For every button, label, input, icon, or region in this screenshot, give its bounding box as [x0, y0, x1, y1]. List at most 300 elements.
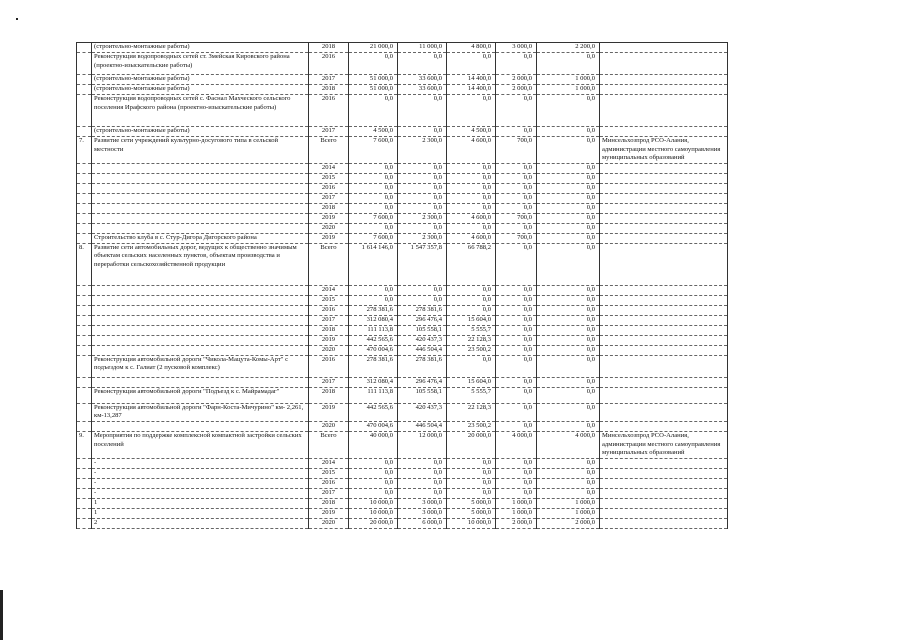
executor-cell — [600, 43, 728, 53]
republic-cell: 0,0 — [447, 295, 496, 305]
republic-cell: 0,0 — [447, 285, 496, 295]
item-number — [77, 163, 92, 173]
item-number — [77, 53, 92, 75]
federal-cell: 11 000,0 — [398, 43, 447, 53]
table-row — [77, 213, 728, 223]
executor-cell — [600, 518, 728, 528]
table-row — [77, 325, 728, 335]
other-cell: 1 000,0 — [537, 498, 600, 508]
year-cell: Всего — [309, 431, 349, 458]
item-name — [92, 345, 309, 355]
total-cell: 0,0 — [349, 95, 398, 127]
republic-cell: 0,0 — [447, 163, 496, 173]
republic-cell: 5 555,7 — [447, 387, 496, 403]
local-cell: 0,0 — [496, 355, 537, 377]
republic-cell: 5 555,7 — [447, 325, 496, 335]
executor-cell — [600, 243, 728, 285]
republic-cell: 0,0 — [447, 53, 496, 75]
executor-cell — [600, 498, 728, 508]
table-row — [77, 478, 728, 488]
total-cell: 21 000,0 — [349, 43, 398, 53]
item-name: 1 — [92, 498, 309, 508]
federal-cell: 0,0 — [398, 95, 447, 127]
republic-cell: 23 500,2 — [447, 421, 496, 431]
year-cell: 2018 — [309, 85, 349, 95]
table-row — [77, 233, 728, 243]
federal-cell: 0,0 — [398, 478, 447, 488]
executor-cell — [600, 305, 728, 315]
total-cell: 278 381,6 — [349, 355, 398, 377]
other-cell: 0,0 — [537, 315, 600, 325]
federal-cell: 33 600,0 — [398, 75, 447, 85]
year-cell: 2020 — [309, 518, 349, 528]
item-number — [77, 325, 92, 335]
total-cell: 0,0 — [349, 478, 398, 488]
year-cell: 2019 — [309, 233, 349, 243]
table-row — [77, 305, 728, 315]
item-name — [92, 173, 309, 183]
other-cell: 0,0 — [537, 163, 600, 173]
other-cell: 0,0 — [537, 213, 600, 223]
republic-cell: 0,0 — [447, 468, 496, 478]
scan-mark-left-bar — [0, 590, 3, 640]
republic-cell: 0,0 — [447, 193, 496, 203]
executor-cell — [600, 325, 728, 335]
executor-cell — [600, 75, 728, 85]
local-cell: 0,0 — [496, 183, 537, 193]
item-name: Развитие сети автомобильных дорог, ведущих к общественно значимым объектам сельских населенных пунктов, объектам производства и переработки сельскохозяйственной продукции — [92, 243, 309, 285]
local-cell: 2 000,0 — [496, 518, 537, 528]
total-cell: 0,0 — [349, 468, 398, 478]
item-name: (строительно-монтажные работы) — [92, 43, 309, 53]
item-number — [77, 498, 92, 508]
federal-cell: 2 300,0 — [398, 137, 447, 164]
other-cell: 0,0 — [537, 53, 600, 75]
republic-cell: 4 600,0 — [447, 137, 496, 164]
executor-cell: Минсельхозпрод РСО-Алания, администрации местного самоуправления муниципальных образований — [600, 431, 728, 458]
year-cell: Всего — [309, 137, 349, 164]
local-cell: 3 000,0 — [496, 43, 537, 53]
federal-cell: 105 558,1 — [398, 387, 447, 403]
executor-cell — [600, 377, 728, 387]
table-row — [77, 335, 728, 345]
executor-cell — [600, 95, 728, 127]
executor-cell — [600, 335, 728, 345]
executor-cell — [600, 345, 728, 355]
executor-cell — [600, 468, 728, 478]
item-name: Строительство клуба в с. Стур-Дигора Дигорского района — [92, 233, 309, 243]
item-name: Мероприятия по поддержке комплексной компактной застройки сельских поселений — [92, 431, 309, 458]
year-cell: 2019 — [309, 335, 349, 345]
local-cell: 0,0 — [496, 377, 537, 387]
other-cell: 2 200,0 — [537, 43, 600, 53]
republic-cell: 5 000,0 — [447, 498, 496, 508]
federal-cell: 296 476,4 — [398, 315, 447, 325]
federal-cell: 420 437,3 — [398, 403, 447, 421]
total-cell: 312 080,4 — [349, 377, 398, 387]
local-cell: 0,0 — [496, 173, 537, 183]
federal-cell: 0,0 — [398, 173, 447, 183]
other-cell: 0,0 — [537, 295, 600, 305]
total-cell: 10 000,0 — [349, 498, 398, 508]
local-cell: 0,0 — [496, 468, 537, 478]
federal-cell: 3 000,0 — [398, 508, 447, 518]
item-number: 9. — [77, 431, 92, 458]
table-row — [77, 163, 728, 173]
republic-cell: 22 128,3 — [447, 403, 496, 421]
local-cell: 0,0 — [496, 127, 537, 137]
table-row — [77, 431, 728, 458]
total-cell: 0,0 — [349, 163, 398, 173]
item-number: 7. — [77, 137, 92, 164]
republic-cell: 4 600,0 — [447, 213, 496, 223]
item-name: (строительно-монтажные работы) — [92, 85, 309, 95]
table-row — [77, 387, 728, 403]
other-cell: 1 000,0 — [537, 85, 600, 95]
executor-cell — [600, 315, 728, 325]
local-cell: 0,0 — [496, 387, 537, 403]
table-row — [77, 377, 728, 387]
executor-cell — [600, 213, 728, 223]
federal-cell: 0,0 — [398, 193, 447, 203]
federal-cell: 446 504,4 — [398, 345, 447, 355]
other-cell: 0,0 — [537, 305, 600, 315]
federal-cell: 2 300,0 — [398, 213, 447, 223]
other-cell: 0,0 — [537, 458, 600, 468]
year-cell: 2019 — [309, 508, 349, 518]
table-row — [77, 468, 728, 478]
other-cell: 0,0 — [537, 335, 600, 345]
item-name: (строительно-монтажные работы) — [92, 75, 309, 85]
republic-cell: 15 604,0 — [447, 377, 496, 387]
item-number — [77, 518, 92, 528]
table-row — [77, 488, 728, 498]
federal-cell: 3 000,0 — [398, 498, 447, 508]
item-name: Реконструкция водопроводных сетей с. Фаснал Махческого сельского поселения Ирафского района (проектно-изыскательские работы) — [92, 95, 309, 127]
other-cell: 1 000,0 — [537, 508, 600, 518]
executor-cell — [600, 295, 728, 305]
table-row — [77, 53, 728, 75]
federal-cell: 0,0 — [398, 223, 447, 233]
table-row — [77, 518, 728, 528]
republic-cell: 0,0 — [447, 203, 496, 213]
item-number — [77, 127, 92, 137]
year-cell: 2014 — [309, 285, 349, 295]
table-row — [77, 355, 728, 377]
executor-cell — [600, 458, 728, 468]
item-number: 8. — [77, 243, 92, 285]
total-cell: 442 565,6 — [349, 335, 398, 345]
year-cell: 2018 — [309, 43, 349, 53]
republic-cell: 15 604,0 — [447, 315, 496, 325]
federal-cell: 12 000,0 — [398, 431, 447, 458]
federal-cell: 446 504,4 — [398, 421, 447, 431]
item-number — [77, 203, 92, 213]
local-cell: 1 000,0 — [496, 508, 537, 518]
table-row — [77, 458, 728, 468]
item-number — [77, 468, 92, 478]
year-cell: 2017 — [309, 377, 349, 387]
other-cell: 0,0 — [537, 478, 600, 488]
federal-cell: 0,0 — [398, 468, 447, 478]
item-number — [77, 355, 92, 377]
local-cell: 0,0 — [496, 305, 537, 315]
republic-cell: 0,0 — [447, 223, 496, 233]
local-cell: 0,0 — [496, 335, 537, 345]
executor-cell — [600, 193, 728, 203]
local-cell: 0,0 — [496, 478, 537, 488]
total-cell: 20 000,0 — [349, 518, 398, 528]
table-row — [77, 508, 728, 518]
table-row — [77, 403, 728, 421]
item-number — [77, 377, 92, 387]
total-cell: 0,0 — [349, 193, 398, 203]
table-row — [77, 43, 728, 53]
item-number — [77, 173, 92, 183]
total-cell: 278 381,6 — [349, 305, 398, 315]
local-cell: 0,0 — [496, 53, 537, 75]
other-cell: 0,0 — [537, 345, 600, 355]
other-cell: 0,0 — [537, 468, 600, 478]
table-row — [77, 75, 728, 85]
republic-cell: 0,0 — [447, 458, 496, 468]
item-name: - — [92, 478, 309, 488]
total-cell: 442 565,6 — [349, 403, 398, 421]
federal-cell: 6 000,0 — [398, 518, 447, 528]
table-row — [77, 173, 728, 183]
total-cell: 0,0 — [349, 458, 398, 468]
executor-cell — [600, 421, 728, 431]
local-cell: 0,0 — [496, 243, 537, 285]
year-cell: 2017 — [309, 488, 349, 498]
executor-cell — [600, 403, 728, 421]
federal-cell: 0,0 — [398, 53, 447, 75]
republic-cell: 66 788,2 — [447, 243, 496, 285]
total-cell: 0,0 — [349, 173, 398, 183]
item-name — [92, 295, 309, 305]
item-name — [92, 335, 309, 345]
total-cell: 0,0 — [349, 488, 398, 498]
local-cell: 0,0 — [496, 295, 537, 305]
republic-cell: 22 128,3 — [447, 335, 496, 345]
other-cell: 0,0 — [537, 127, 600, 137]
year-cell: 2018 — [309, 498, 349, 508]
scan-mark-top — [16, 18, 18, 20]
item-name — [92, 213, 309, 223]
total-cell: 312 080,4 — [349, 315, 398, 325]
federal-cell: 0,0 — [398, 295, 447, 305]
year-cell: 2017 — [309, 127, 349, 137]
federal-cell: 105 558,1 — [398, 325, 447, 335]
year-cell: 2017 — [309, 75, 349, 85]
executor-cell — [600, 127, 728, 137]
other-cell: 0,0 — [537, 95, 600, 127]
republic-cell: 0,0 — [447, 478, 496, 488]
year-cell: 2015 — [309, 295, 349, 305]
table-row — [77, 137, 728, 164]
local-cell: 0,0 — [496, 95, 537, 127]
executor-cell — [600, 387, 728, 403]
item-name: - — [92, 458, 309, 468]
item-number — [77, 305, 92, 315]
total-cell: 0,0 — [349, 183, 398, 193]
local-cell: 0,0 — [496, 325, 537, 335]
item-number — [77, 335, 92, 345]
item-name — [92, 325, 309, 335]
other-cell: 1 000,0 — [537, 75, 600, 85]
table-row — [77, 203, 728, 213]
executor-cell — [600, 488, 728, 498]
item-number — [77, 233, 92, 243]
local-cell: 0,0 — [496, 193, 537, 203]
local-cell: 700,0 — [496, 137, 537, 164]
table-row — [77, 223, 728, 233]
other-cell: 0,0 — [537, 403, 600, 421]
total-cell: 7 600,0 — [349, 213, 398, 223]
total-cell: 51 000,0 — [349, 75, 398, 85]
executor-cell — [600, 173, 728, 183]
total-cell: 0,0 — [349, 223, 398, 233]
item-number — [77, 345, 92, 355]
item-number — [77, 213, 92, 223]
other-cell: 0,0 — [537, 421, 600, 431]
federal-cell: 1 547 357,8 — [398, 243, 447, 285]
total-cell: 470 004,6 — [349, 421, 398, 431]
total-cell: 1 614 146,0 — [349, 243, 398, 285]
total-cell: 7 600,0 — [349, 233, 398, 243]
item-name — [92, 377, 309, 387]
local-cell: 4 000,0 — [496, 431, 537, 458]
item-name — [92, 203, 309, 213]
table-row — [77, 183, 728, 193]
local-cell: 2 000,0 — [496, 75, 537, 85]
federal-cell: 0,0 — [398, 203, 447, 213]
executor-cell — [600, 223, 728, 233]
other-cell: 0,0 — [537, 387, 600, 403]
other-cell: 0,0 — [537, 183, 600, 193]
federal-cell: 0,0 — [398, 127, 447, 137]
total-cell: 0,0 — [349, 53, 398, 75]
item-name — [92, 305, 309, 315]
table-row — [77, 315, 728, 325]
total-cell: 0,0 — [349, 203, 398, 213]
republic-cell: 20 000,0 — [447, 431, 496, 458]
item-name: Реконструкция автомобильной дороги "Подъезд к с. Майрамадаг" — [92, 387, 309, 403]
item-number — [77, 315, 92, 325]
total-cell: 51 000,0 — [349, 85, 398, 95]
executor-cell — [600, 508, 728, 518]
republic-cell: 0,0 — [447, 173, 496, 183]
item-name — [92, 421, 309, 431]
item-name: Реконструкция автомобильной дороги "Фарн-Коста-Мичурино" км- 2,261, км-13,287 — [92, 403, 309, 421]
other-cell: 0,0 — [537, 137, 600, 164]
item-number — [77, 403, 92, 421]
total-cell: 470 004,6 — [349, 345, 398, 355]
year-cell: 2016 — [309, 478, 349, 488]
republic-cell: 0,0 — [447, 305, 496, 315]
table-body — [77, 43, 728, 529]
local-cell: 2 000,0 — [496, 85, 537, 95]
item-number — [77, 95, 92, 127]
executor-cell — [600, 478, 728, 488]
total-cell: 0,0 — [349, 285, 398, 295]
executor-cell — [600, 53, 728, 75]
item-number — [77, 458, 92, 468]
republic-cell: 14 400,0 — [447, 75, 496, 85]
federal-cell: 278 381,6 — [398, 355, 447, 377]
table-row — [77, 85, 728, 95]
republic-cell: 0,0 — [447, 355, 496, 377]
executor-cell — [600, 285, 728, 295]
item-name: (строительно-монтажные работы) — [92, 127, 309, 137]
item-name — [92, 183, 309, 193]
federal-cell: 420 437,3 — [398, 335, 447, 345]
republic-cell: 4 800,0 — [447, 43, 496, 53]
table-row — [77, 285, 728, 295]
executor-cell — [600, 233, 728, 243]
executor-cell — [600, 183, 728, 193]
item-number — [77, 421, 92, 431]
year-cell: 2019 — [309, 213, 349, 223]
year-cell: 2016 — [309, 53, 349, 75]
republic-cell: 4 500,0 — [447, 127, 496, 137]
other-cell: 0,0 — [537, 193, 600, 203]
table-row — [77, 95, 728, 127]
executor-cell — [600, 203, 728, 213]
local-cell: 700,0 — [496, 233, 537, 243]
budget-table — [76, 42, 728, 529]
item-number — [77, 508, 92, 518]
other-cell: 0,0 — [537, 285, 600, 295]
year-cell: 2018 — [309, 325, 349, 335]
total-cell: 40 000,0 — [349, 431, 398, 458]
year-cell: 2020 — [309, 421, 349, 431]
federal-cell: 0,0 — [398, 488, 447, 498]
local-cell: 0,0 — [496, 203, 537, 213]
item-number — [77, 223, 92, 233]
local-cell: 0,0 — [496, 421, 537, 431]
other-cell: 0,0 — [537, 243, 600, 285]
local-cell: 0,0 — [496, 285, 537, 295]
other-cell: 0,0 — [537, 377, 600, 387]
table-row — [77, 127, 728, 137]
republic-cell: 4 600,0 — [447, 233, 496, 243]
republic-cell: 10 000,0 — [447, 518, 496, 528]
other-cell: 0,0 — [537, 173, 600, 183]
executor-cell — [600, 355, 728, 377]
other-cell: 0,0 — [537, 325, 600, 335]
year-cell: Всего — [309, 243, 349, 285]
federal-cell: 0,0 — [398, 183, 447, 193]
other-cell: 0,0 — [537, 233, 600, 243]
republic-cell: 14 400,0 — [447, 85, 496, 95]
local-cell: 0,0 — [496, 488, 537, 498]
item-number — [77, 43, 92, 53]
total-cell: 4 500,0 — [349, 127, 398, 137]
item-name — [92, 315, 309, 325]
item-name — [92, 193, 309, 203]
item-name: - — [92, 488, 309, 498]
total-cell: 10 000,0 — [349, 508, 398, 518]
item-number — [77, 387, 92, 403]
republic-cell: 0,0 — [447, 488, 496, 498]
other-cell: 0,0 — [537, 355, 600, 377]
local-cell: 0,0 — [496, 458, 537, 468]
item-number — [77, 478, 92, 488]
item-name: - — [92, 468, 309, 478]
other-cell: 4 000,0 — [537, 431, 600, 458]
federal-cell: 33 600,0 — [398, 85, 447, 95]
